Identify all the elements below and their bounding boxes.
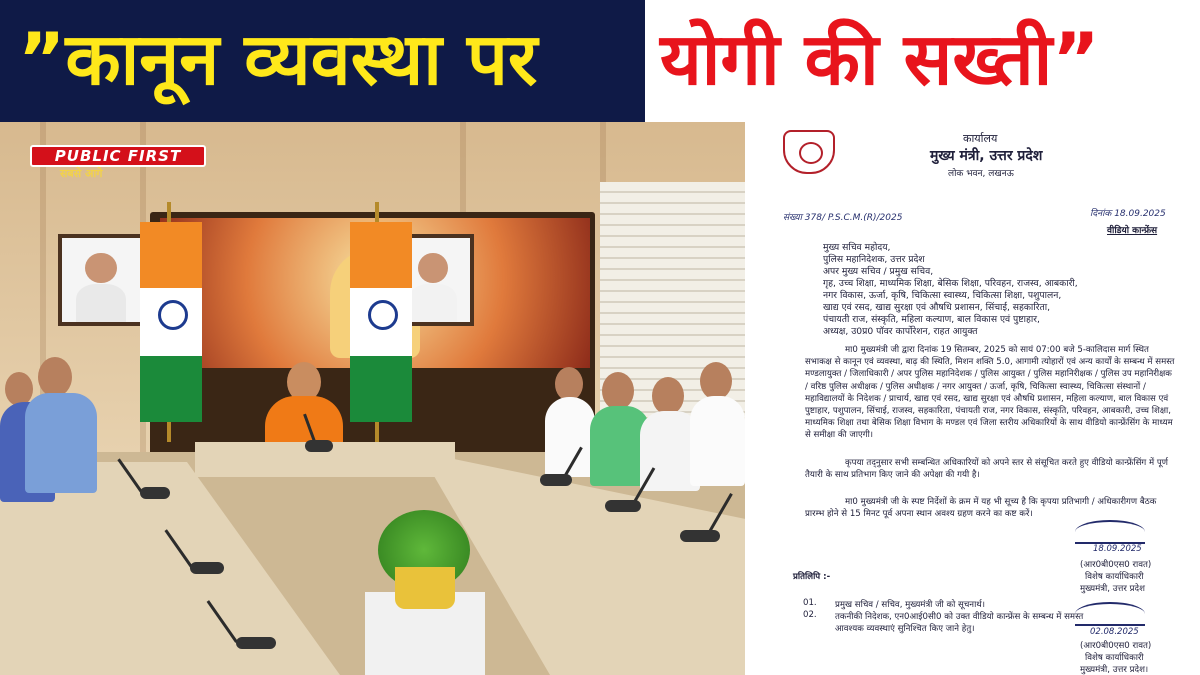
copy-heading: प्रतिलिपि :-: [793, 572, 831, 582]
portrait-left: [58, 234, 144, 326]
addressee-line: अपर मुख्य सचिव / प्रमुख सचिव,: [823, 266, 934, 277]
copy-text: तकनीकी निदेशक, एन0आई0सी0 को उक्त वीडियो कान्फ्रेंस के सम्बन्ध में समस्त: [835, 612, 1084, 622]
headline-left-text: ”कानून व्यवस्था पर: [18, 17, 538, 101]
up-govt-emblem-icon: [783, 130, 835, 174]
addressee-line: अध्यक्ष, उ0प्र0 पॉवर कार्पोरेशन, राहत आयुक्त: [823, 326, 978, 337]
letter-office-label: कार्यालय: [963, 132, 998, 145]
letter-paragraph-3: मा0 मुख्यमंत्री जी के स्पष्ट निर्देशों के क्रम में यह भी सूच्य है कि कृपया प्रतिभागी / अधिकारीगण बैठक प्रारम्भ होने से 15 मिनट पूर्व अपना स्थान अवश्य ग्रहण करने का कष्ट करें।: [805, 497, 1157, 520]
letter-paragraph-1: मा0 मुख्यमंत्री जी द्वारा दिनांक 19 सितम्बर, 2025 को सायं 07:00 बजे 5-कालिदास मार्ग स्थित सभाकक्ष से कानून एवं व्यवस्था, बाढ़ की स्थिति, मिशन शक्ति 5.0, आगामी त्योहारों एवं अन्य कार्यों के सम्बन्ध में समस्त मण्डलायुक्त / जिलाधिकारी / अपर पुलिस महानिदेशक / पुलिस आयुक्त / पुलिस महानिरीक्षक / पुलिस उप महानिरीक्षक / वरिष्ठ पुलिस अधीक्षक / पुलिस अधीक्षक / नगर आयुक्त / ऊर्जा, कृषि, चिकित्सा स्वास्थ्य, चिकित्सा संस्थानों / महाविद्यालयों के निदेशक / प्राचार्य, खाद्य एवं रसद, खाद्य सुरक्षा एवं औषधि प्रशासन, महिला कल्याण, बाल विकास एवं पुष्टाहार, पशुपालन, सिंचाई, राजस्व, सहकारिता, पंचायती राज, नगर विकास, संस्कृति, परिवहन, आबकारी, उच्च शिक्षा, माध्यमिक शिक्षा तथा बेसिक शिक्षा विभाग के मण्डल एवं जिला स्तरीय अधिकारियों के साथ वीडियो कान्फ्रेंसिंग के माध्यम से समीक्षा की जाएगी।: [805, 345, 1175, 441]
headline-right-text: योगी की सख्ती”: [660, 17, 1100, 101]
addressee-line: नगर विकास, ऊर्जा, कृषि, चिकित्सा स्वास्थ्य, चिकित्सा शिक्षा, पशुपालन,: [823, 290, 1062, 301]
microphone-base: [190, 562, 224, 574]
microphone-base: [236, 637, 276, 649]
signature-1-designation: विशेष कार्याधिकारी: [1085, 572, 1144, 582]
signature-scrawl: [1075, 520, 1145, 544]
signature-1-date: 18.09.2025: [1093, 544, 1142, 554]
microphone-base: [305, 440, 333, 452]
signature-2-office: मुख्यमंत्री, उत्तर प्रदेश।: [1080, 665, 1149, 675]
signature-1-name: (आर0बी0एस0 रावत): [1080, 560, 1152, 570]
logo-tagline: सबसे आगे: [60, 167, 103, 180]
microphone-base: [605, 500, 641, 512]
microphone-base: [140, 487, 170, 499]
public-first-logo: PUBLIC FIRST: [30, 145, 206, 167]
official-seated: [690, 362, 745, 482]
addressee-line: पुलिस महानिदेशक, उत्तर प्रदेश: [823, 254, 925, 265]
copy-number: 02.: [803, 610, 817, 620]
headline-banner: [0, 0, 1200, 122]
official-letter: [745, 122, 1200, 675]
microphone-base: [540, 474, 572, 486]
addressee-line: खाद्य एवं रसद, खाद्य सुरक्षा एवं औषधि प्रशासन, सिंचाई, सहकारिता,: [823, 302, 1050, 313]
meeting-photo: [0, 122, 745, 675]
signature-scrawl: [1075, 602, 1145, 626]
addressee-line: पंचायती राज, संस्कृति, महिला कल्याण, बाल विकास एवं पुष्टाहार,: [823, 314, 1040, 325]
microphone-base: [680, 530, 720, 542]
indian-flag-right: [350, 222, 412, 422]
addressee-line: मुख्य सचिव महोदय,: [823, 242, 891, 253]
signature-1-office: मुख्यमंत्री, उत्तर प्रदेश: [1080, 584, 1145, 594]
signature-2-designation: विशेष कार्याधिकारी: [1085, 653, 1144, 663]
addressee-line: गृह, उच्च शिक्षा, माध्यमिक शिक्षा, बेसिक शिक्षा, परिवहन, राजस्व, आबकारी,: [823, 278, 1078, 289]
indian-flag-left: [140, 222, 202, 422]
letter-subject: वीडियो कान्फ्रेंस: [1107, 226, 1158, 236]
letter-date: दिनांक 18.09.2025: [1090, 209, 1166, 219]
copy-text: आवश्यक व्यवस्थाएं सुनिश्चित किए जाने हेतु।: [835, 624, 975, 634]
signature-2-name: (आर0बी0एस0 रावत): [1080, 641, 1152, 651]
letter-address: लोक भवन, लखनऊ: [948, 169, 1014, 179]
letter-organization: मुख्य मंत्री, उत्तर प्रदेश: [930, 148, 1043, 164]
chief-minister: [265, 362, 343, 452]
copy-number: 01.: [803, 598, 817, 608]
copy-text: प्रमुख सचिव / सचिव, मुख्यमंत्री जी को सूचनार्थ।: [835, 600, 986, 610]
official-seated: [20, 357, 100, 507]
plant-pot: [395, 567, 455, 609]
letter-paragraph-2: कृपया तद्नुसार सभी सम्बन्धित अधिकारियों को अपने स्तर से संसूचित करते हुए वीडियो कान्फ्रेंसिंग में पूर्ण तैयारी के साथ प्रतिभाग किए जाने की अपेक्षा की गयी है।: [805, 458, 1168, 481]
official-seated: [545, 367, 595, 477]
signature-2-date: 02.08.2025: [1090, 627, 1139, 637]
letter-reference: संख्या 378/ P.S.C.M.(R)/2025: [783, 213, 903, 223]
